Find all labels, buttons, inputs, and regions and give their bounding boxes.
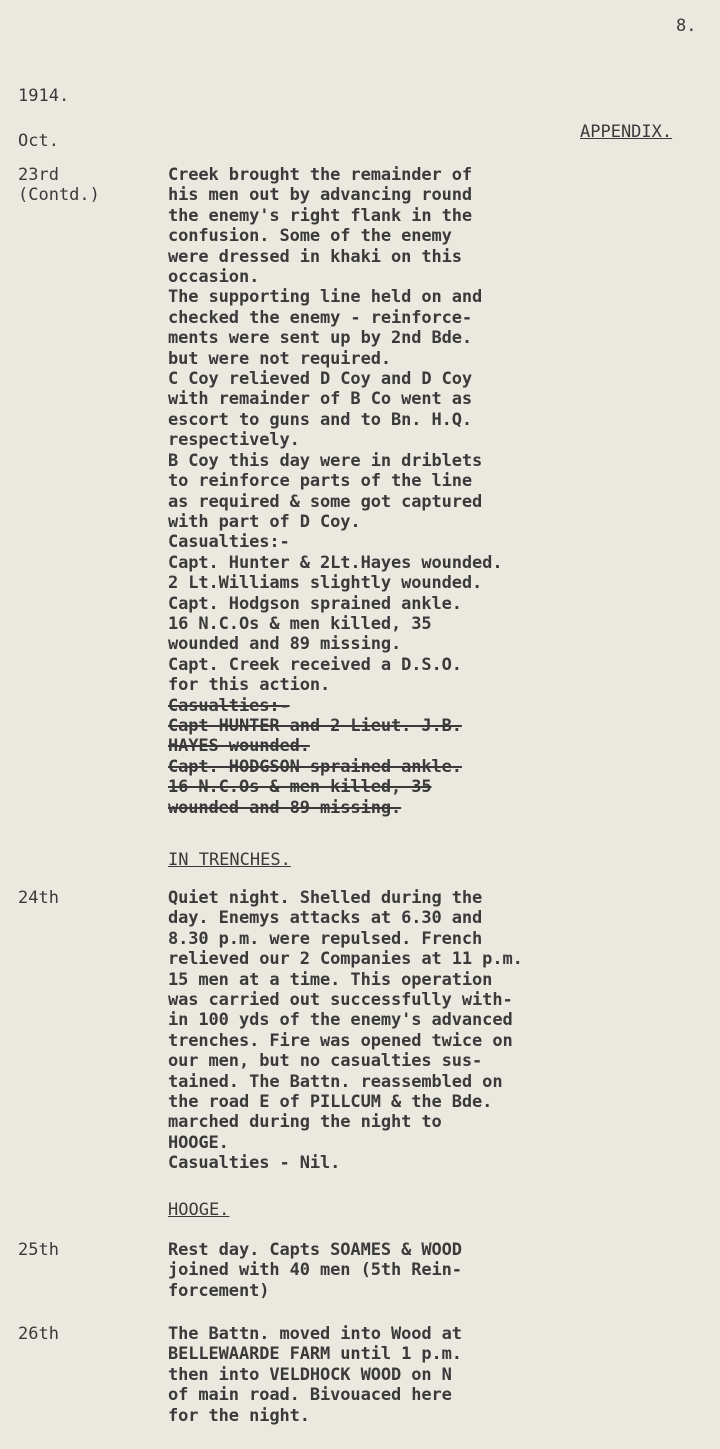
entry-26th-text	[168, 1324, 598, 1426]
text-line: C Coy relieved D Coy and D Coy	[168, 369, 473, 390]
text-line: Casualties:-	[168, 532, 290, 553]
text-line: to reinforce parts of the line	[168, 471, 473, 492]
text-line: his men out by advancing round	[168, 185, 473, 206]
text-line: day. Enemys attacks at 6.30 and	[168, 908, 483, 929]
text-line: BELLEWAARDE FARM until 1 p.m.	[168, 1344, 462, 1365]
text-line: checked the enemy - reinforce-	[168, 307, 473, 328]
text-line: The supporting line held on and	[168, 287, 483, 308]
text-line: with remainder of B Co went as	[168, 389, 473, 410]
text-line: for the night.	[168, 1405, 310, 1426]
text-line: 2 Lt.Williams slightly wounded.	[168, 573, 483, 594]
text-line: 16 N.C.Os & men killed, 35	[168, 613, 432, 634]
text-line: for this action.	[168, 675, 331, 696]
struck-line: Capt. HODGSON sprained ankle.	[168, 756, 462, 777]
text-line: joined with 40 men (5th Rein-	[168, 1260, 462, 1281]
struck-line: Capt HUNTER and 2 Lieut. J.B.	[168, 715, 462, 736]
entry-25th-text	[168, 1240, 598, 1301]
entry-date-24th: 24th	[18, 888, 59, 908]
entry-date-23rd: 23rd (Contd.)	[18, 165, 100, 206]
text-line: confusion. Some of the enemy	[168, 226, 452, 247]
struck-line: HAYES wounded.	[168, 736, 310, 757]
text-line: the enemy's right flank in the	[168, 205, 473, 226]
appendix-label: APPENDIX.	[580, 122, 673, 142]
text-line: Capt. Hunter & 2Lt.Hayes wounded.	[168, 552, 503, 573]
text-line: marched during the night to	[168, 1112, 442, 1133]
text-line: occasion.	[168, 267, 260, 288]
heading-hooge: HOOGE.	[168, 1200, 230, 1220]
entry-date-26th: 26th	[18, 1324, 59, 1344]
text-line: escort to guns and to Bn. H.Q.	[168, 409, 473, 430]
text-line: of main road. Bivouaced here	[168, 1385, 452, 1406]
text-line: Capt. Creek received a D.S.O.	[168, 654, 462, 675]
text-line: 15 men at a time. This operation	[168, 969, 493, 990]
entry-date-25th: 25th	[18, 1240, 59, 1260]
text-line: were dressed in khaki on this	[168, 246, 462, 267]
text-line: ments were sent up by 2nd Bde.	[168, 328, 473, 349]
struck-line: 16 N.C.Os & men killed, 35	[168, 777, 432, 798]
text-line: our men, but no casualties sus-	[168, 1051, 483, 1072]
text-line: Quiet night. Shelled during the	[168, 888, 483, 908]
text-line: wounded and 89 missing.	[168, 634, 402, 655]
text-line: respectively.	[168, 430, 300, 451]
text-line: forcement)	[168, 1280, 270, 1301]
text-line: The Battn. moved into Wood at	[168, 1324, 462, 1344]
text-line: Creek brought the remainder of	[168, 165, 473, 185]
text-line: Capt. Hodgson sprained ankle.	[168, 593, 462, 614]
text-line: HOOGE.	[168, 1132, 229, 1153]
text-line: the road E of PILLCUM & the Bde.	[168, 1092, 493, 1113]
month-label: Oct.	[18, 131, 59, 151]
page-number: 8.	[676, 16, 697, 36]
entry-23rd-text	[168, 165, 598, 818]
entry-24th-text	[168, 888, 598, 1174]
text-line: B Coy this day were in driblets	[168, 450, 483, 471]
heading-in-trenches: IN TRENCHES.	[168, 850, 291, 870]
text-line: 8.30 p.m. were repulsed. French	[168, 928, 483, 949]
text-line: relieved our 2 Companies at 11 p.m.	[168, 949, 523, 970]
text-line: with part of D Coy.	[168, 511, 361, 532]
text-line: was carried out successfully with-	[168, 990, 513, 1011]
text-line: but were not required.	[168, 348, 391, 369]
struck-line: wounded and 89 missing.	[168, 797, 402, 818]
struck-line: Casualties:-	[168, 695, 290, 716]
text-line: trenches. Fire was opened twice on	[168, 1030, 513, 1051]
text-line: tained. The Battn. reassembled on	[168, 1071, 503, 1092]
text-line: then into VELDHOCK WOOD on N	[168, 1364, 452, 1385]
text-line: Casualties - Nil.	[168, 1153, 341, 1174]
text-line: Rest day. Capts SOAMES & WOOD	[168, 1240, 462, 1260]
text-line: as required & some got captured	[168, 491, 483, 512]
year-label: 1914.	[18, 86, 70, 106]
text-line: in 100 yds of the enemy's advanced	[168, 1010, 513, 1031]
